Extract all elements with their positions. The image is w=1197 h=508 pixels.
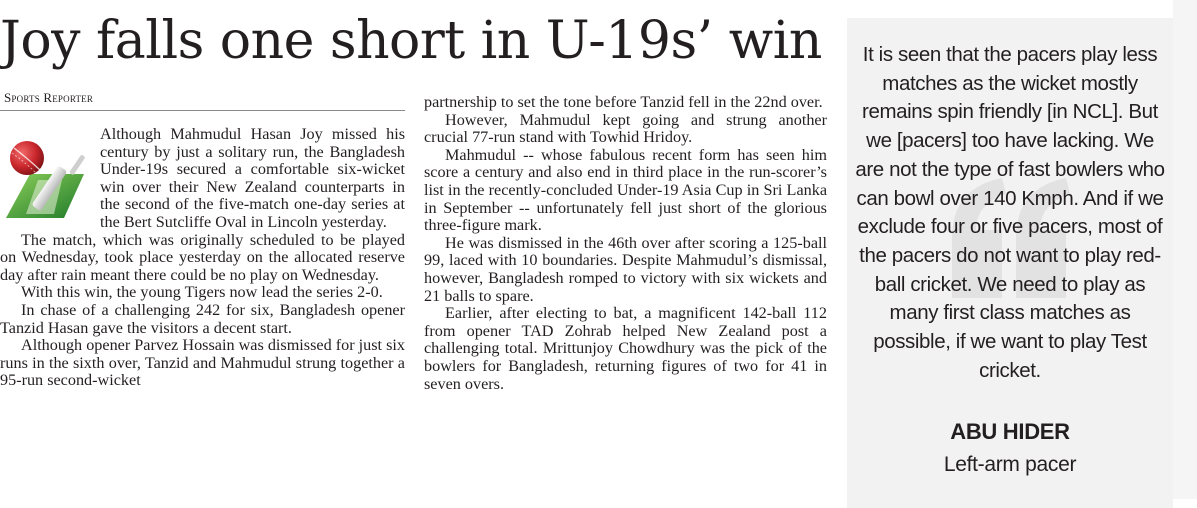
paragraph: Earlier, after electing to bat, a magnificent 142-ball 112 from opener TAD Zohrab helped New Zealand post a challenging total. Mrittunjoy Chowdhury was the pick of the bowlers for Bangladesh, returning figures of two for 41 in seven overs. — [424, 304, 827, 393]
column-gutter — [838, 0, 846, 499]
headline: Joy falls one short in U-19s’ win — [0, 11, 822, 71]
paragraph: Although opener Parvez Hossain was dismissed for just six runs in the sixth over, Tanzid and Mahmudul strung together a 95-run second-wicket — [0, 336, 405, 390]
paragraph: The match, which was originally scheduled to be played on Wednesday, took place yesterday on the allocated reserve day after rain meant there could be no play on Wednesday. — [0, 230, 405, 284]
paragraph: He was dismissed in the 46th over after scoring a 125-ball 99, laced with 10 boundaries. Despite Mahmudul’s dismissal, however, Bangladesh romped to victory with six wickets and 21 balls to spare. — [424, 233, 827, 305]
page-margin — [1173, 0, 1197, 499]
article-column-2 — [424, 94, 827, 504]
paragraph: Mahmudul -- whose fabulous recent form has seen him score a century and also end in third place in the run-scorer’s list in the recently-concluded Under-19 Asia Cup in Sri Lanka in September -- unfortunately fell just short of the glorious three-figure mark. — [424, 145, 827, 235]
paragraph: partnership to set the tone before Tanzid fell in the 22nd over. — [424, 93, 823, 111]
byline: Sports Reporter — [4, 90, 94, 105]
paragraph: However, Mahmudul kept going and strung another crucial 77-run stand with Towhid Hridoy. — [424, 110, 827, 147]
paragraph: Although Mahmudul Hasan Joy missed his century by just a solitary run, the Bangladesh Under-19s secured a comfortable six-wicket win over their New Zealand counterparts in the second of the five-match one-day series at the Bert Sutcliffe Oval in Lincoln yesterday. — [100, 125, 405, 231]
quote-attribution-name: ABU HIDER — [950, 419, 1070, 444]
byline-divider — [0, 110, 405, 111]
paragraph: With this win, the young Tigers now lead the series 2-0. — [21, 283, 383, 302]
paragraph: In chase of a challenging 242 for six, Bangladesh opener Tanzid Hasan gave the visitors a decent start. — [0, 300, 405, 337]
quote-attribution-role: Left-arm pacer — [943, 453, 1077, 476]
article-column-1 — [0, 126, 405, 506]
pull-quote-text: It is seen that the pacers play less matches as the wicket mostly remains spin friendly [in NCL]. But we [pacers] too have lacking. We are not the type of fast bowlers who can bowl over 140 Kmph. And if we exclude four or five pacers, most of the pacers do not want to play red-ball cricket. We need to play as many first class matches as possible, if we want to play Test cricket. — [855, 43, 1165, 382]
pull-quote-box — [847, 18, 1173, 508]
cricket-ball-bat-pitch-icon — [0, 128, 92, 224]
